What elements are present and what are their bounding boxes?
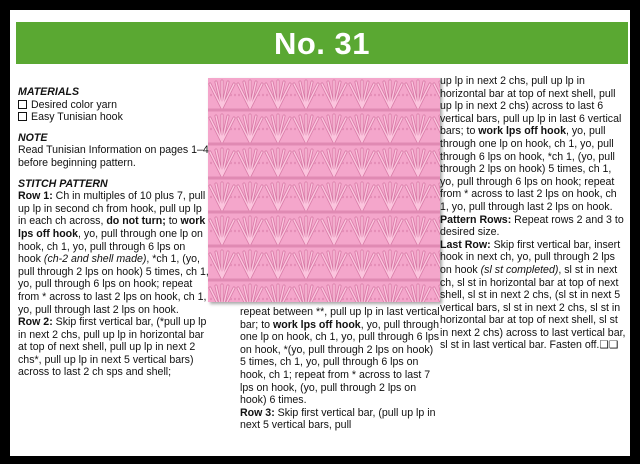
page-title: No. 31 xyxy=(273,26,371,61)
title-banner xyxy=(16,22,628,64)
left-column xyxy=(18,86,210,379)
stitch-pattern-heading: STITCH PATTERN xyxy=(18,177,108,190)
materials-heading: MATERIALS xyxy=(18,86,80,98)
note-text: Read Tunisian Information on pages 1–4 before beginning pattern. xyxy=(18,144,209,169)
note-heading: NOTE xyxy=(18,131,48,144)
checkbox-icon xyxy=(18,112,27,121)
middle-column xyxy=(240,306,440,432)
right-column xyxy=(440,75,628,352)
materials-item: Easy Tunisian hook xyxy=(18,111,210,124)
row3-text: Row 3: Skip first vertical bar, (pull up lp in next 5 vertical bars, pull xyxy=(240,406,436,432)
row2-continued: repeat between **, pull up lp in last vertical bar; to work lps off hook, yo, pull through one lp on hook, ch 1, yo, pull through 6 lps on hook, *(yo, pull through 2 lps on hook) 5 times, ch 1, yo, pull through 6 lps on hook, ch 1; repeat from * across to last 7 lps on hook, (yo, pull through 2 lps on hook) 6 times. xyxy=(240,306,440,407)
row1-text: Row 1: Ch in multiples of 10 plus 7, pull up lp in second ch from hook, pull up lp in each ch across, do not turn; to work lps off hook, yo, pull through one lp on hook, ch 1, yo, pull through 6 lps on hook (ch-2 and shell made), *ch 1, (yo, pull through 2 lps on hook) 5 times, ch 1, yo, pull through 6 lps on hook; repeat from * across to last 2 lps on hook, ch 1, yo, pull through last 2 lps on hook. xyxy=(18,190,209,316)
materials-item: Desired color yarn xyxy=(18,99,210,112)
last-row-text: Last Row: Skip first vertical bar, insert hook in next ch, yo, pull through 2 lps on hook (sl st completed), sl st in next ch, sl st in horizontal bar at top of next shell, sl st in next 2 chs, (sl st in next 5 vertical bars, sl st in next 2 chs, sl st in horizontal bar at top of next shell, sl st in next 2 chs) across to last vertical bar, sl st in last vertical bar. Fasten off.❑❑ xyxy=(440,238,626,352)
row2-text: Row 2: Skip first vertical bar, (*pull up lp in next 2 chs, pull up lp in horizontal bar at top of next shell, pull up lp in next 2 chs*, pull up lp in next 5 vertical bars) across to last 2 ch sps and shell; xyxy=(18,316,207,379)
row3-continued: up lp in next 2 chs, pull up lp in horizontal bar at top of next shell, pull up lp in next 2 chs) across to last 6 vertical bars, pull up lp in last 6 vertical bars; to work lps off hook, yo, pull through one lp on hook, ch 1, yo, pull through 6 lps on hook, *ch 1, (yo, pull through 2 lps on hook) 5 times, ch 1, yo, pull through 6 lps on hook; repeat from * across to last 2 lps on hook, ch 1, yo, pull through last 2 lps on hook. xyxy=(440,75,622,213)
pattern-page xyxy=(10,10,630,456)
pattern-rows-text: Pattern Rows: Repeat rows 2 and 3 to desired size. xyxy=(440,213,624,239)
stitch-swatch-photo xyxy=(208,78,440,302)
checkbox-icon xyxy=(18,100,27,109)
